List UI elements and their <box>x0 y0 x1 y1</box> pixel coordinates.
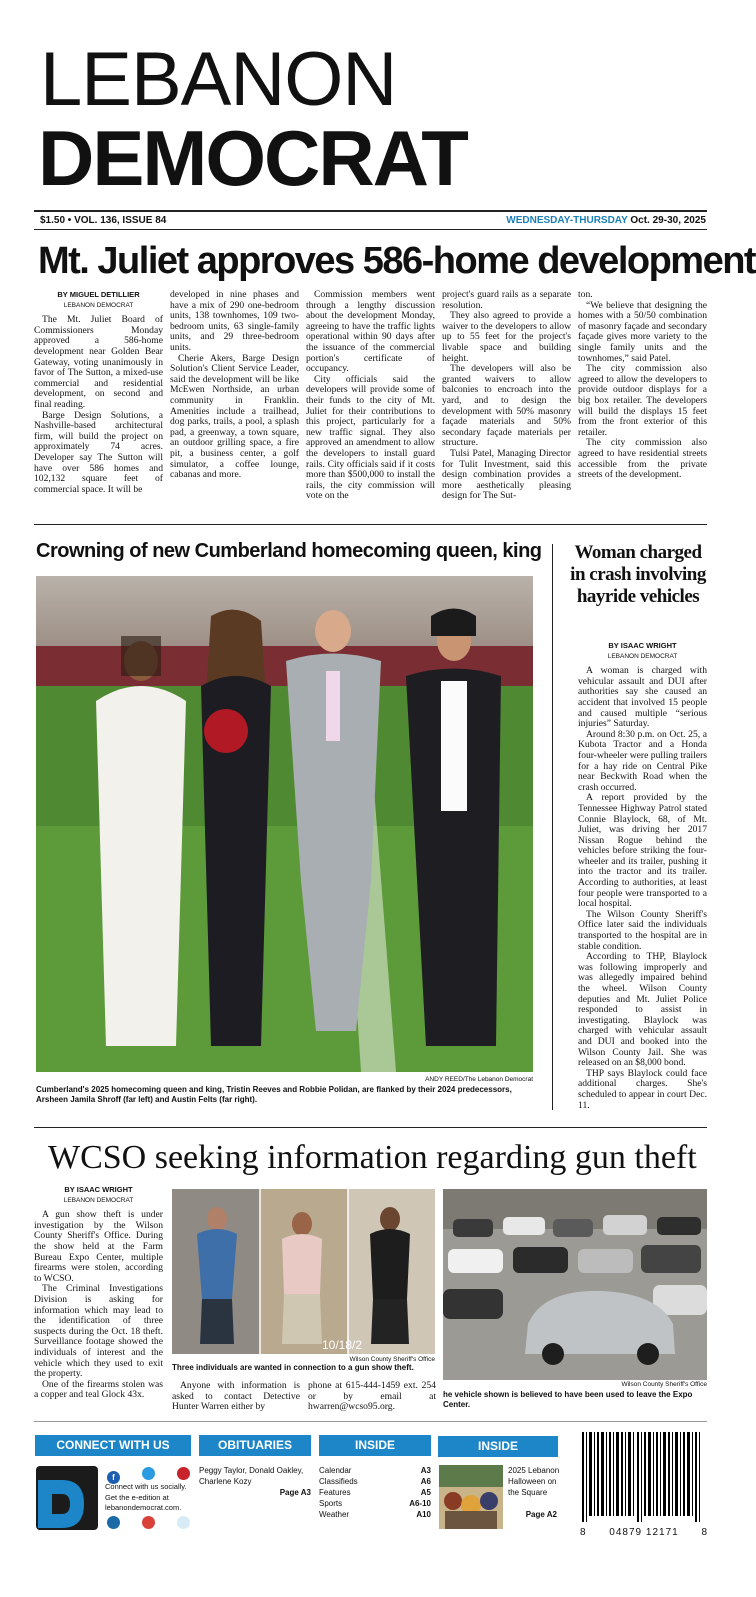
parking-photo-illustration <box>443 1189 707 1380</box>
parking-credit: Wilson County Sheriff's Office <box>621 1381 707 1388</box>
gun-contact-text: Anyone with information is asked to contact Detective Hunter Warren either by <box>172 1380 300 1413</box>
connect-text <box>105 1482 187 1514</box>
crash-paragraph: The Wilson County Sheriff's Office later said the individuals transported to the hospital are in stable condition. <box>578 908 707 952</box>
rule <box>34 524 707 525</box>
crash-paragraph: Around 8:30 p.m. on Oct. 25, a Kubota Tractor and a Honda four-wheeler were pulling trailers for a hay ride on Central Pike near Beckwith Road when the crash occurred. <box>578 728 708 793</box>
gun-org: LEBANON DEMOCRAT <box>63 1196 134 1204</box>
gun-contact-col1 <box>172 1381 300 1413</box>
linkedin-icon[interactable] <box>107 1516 120 1529</box>
parking-caption: he vehicle shown is believed to have been used to leave the Expo Center. <box>443 1390 693 1409</box>
obits-names: Peggy Taylor, Donald Oakley, Charlene Kozy <box>199 1466 304 1486</box>
lead-paragraph: Tulsi Patel, Managing Director for Tulit Investment, said this design combination provides a more aesthetically pleasing design for The Sut- <box>442 447 571 502</box>
d-logo-icon <box>36 1466 98 1530</box>
lead-col5 <box>578 290 707 481</box>
twitter-icon[interactable] <box>142 1467 155 1480</box>
issue-date-text: Oct. 29-30, 2025 <box>630 215 706 226</box>
lead-paragraph: Commission members went through a lengthy discussion about the development Monday, agreeing to have the traffic lights operational within 90 days after the issuance of the commercial portion's certificate of occupancy. <box>306 289 435 375</box>
lead-paragraph: Barge Design Solutions, a Nashville-based architectural firm, will build the project on approximately 74 acres. Developer say The Sutton will have over 586 homes and 102,132 square feet of commercial space. It will be <box>34 409 163 495</box>
lead-headline: Mt. Juliet approves 586-home development <box>38 240 756 282</box>
barcode-right: 8 <box>701 1527 708 1538</box>
crash-paragraph: THP says Blaylock could face additional charges. She's scheduled to appear in court Dec. 11. <box>578 1067 707 1111</box>
lead-paragraph: developed in nine phases and have a mix of 290 one-bedroom units, 138 townhomes, 109 two-bedroom units, 63 single-family units, and 29 three-bedroom units. <box>170 289 299 353</box>
suspects-photo-stamp: 10/18/2 <box>322 1338 363 1352</box>
rule <box>34 1127 707 1128</box>
inside2-title: INSIDE <box>438 1436 558 1457</box>
inside-list <box>319 1465 431 1520</box>
suspects-caption: Three individuals are wanted in connection to a gun show theft. <box>172 1363 414 1372</box>
rule <box>34 229 707 230</box>
google-plus-icon[interactable] <box>142 1516 155 1529</box>
crash-paragraph: A report provided by the Tennessee Highway Patrol stated Connie Blaylock, 68, of Mt. Juliet, was driving her 2017 Nissan Rogue behind the vehicles before striking the four-wheeler and its trailer, pushing it into the tractor and its trailer. According to authorities, at least four people were transported to a local hospital. <box>578 792 707 910</box>
inside-item: Sports A6-10 <box>319 1499 431 1508</box>
connect-title: CONNECT WITH US <box>35 1435 191 1456</box>
inside2-page: Page A2 <box>525 1510 557 1519</box>
pinterest-icon[interactable] <box>177 1467 190 1480</box>
connect-line: Connect with us socially. <box>105 1482 187 1491</box>
price-issue: $1.50 • VOL. 136, ISSUE 84 <box>40 215 167 226</box>
barcode-number: 04879 12171 <box>609 1527 679 1538</box>
homecoming-headline: Crowning of new Cumberland homecoming queen, king <box>36 540 542 562</box>
parking-photo <box>443 1189 707 1380</box>
gun-paragraph: One of the firearms stolen was a copper and teal Glock 43x. <box>34 1378 163 1401</box>
lead-paragraph: The developers will also be granted waivers to allow balconies to encroach into the yard, and to design the development with 50% masonry façade materials and 50% secondary façade materials per structure. <box>442 363 571 449</box>
connect-line: Get the e-edition at <box>105 1492 169 1502</box>
inside2-text: 2025 Lebanon Halloween on the Square <box>508 1466 560 1497</box>
halloween-thumb-illustration <box>439 1465 503 1529</box>
email-icon[interactable] <box>177 1516 190 1529</box>
gun-contact-text: phone at 615-444-1459 ext. 254 or by email at hwarren@wcso95.org. <box>308 1380 436 1413</box>
rule <box>34 1421 707 1422</box>
social-icons-bottom <box>107 1516 190 1534</box>
suspects-credit: Wilson County Sheriff's Office <box>349 1356 435 1363</box>
lead-paragraph: The Mt. Juliet Board of Commissioners Monday approved a 586-home development near Golden Bear Gateway, voting unanimously in favor of The Sutton, a mixed-use commercial and residential development, on second and final reading. <box>34 314 163 410</box>
issue-date <box>506 215 706 226</box>
gun-headline: WCSO seeking information regarding gun theft <box>48 1139 697 1176</box>
crash-headline: Woman charged in crash involving hayride vehicles <box>570 542 706 607</box>
lead-paragraph: The city commission also agreed to allow the developers to provide outdoor displays for a big box retailer. The developers will build the displays 15 feet from the front exterior of this retailer. <box>578 363 707 438</box>
gun-paragraph: A gun show theft is under investigation by the Wilson County Sheriff's Office. During the show held at the Farm Bureau Expo Center, multiple firearms were stolen, according to WCSO. <box>34 1209 163 1284</box>
democrat-logo <box>36 1466 98 1530</box>
obits-page: Page A3 <box>279 1488 311 1497</box>
lead-paragraph: City officials said the developers will provide some of their funds to the city of Mt. Juliet for their contributions to this project, particularly for a new traffic signal. They also approved an amendment to allow the developers to install guard rails. City officials said if it costs more than $500,000 to install the rails, the city commission will vote on the <box>306 373 435 502</box>
gun-byline: BY ISAAC WRIGHT <box>64 1185 133 1194</box>
lead-col1 <box>34 290 163 495</box>
issue-days: WEDNESDAY-THURSDAY <box>506 215 628 226</box>
obits-title: OBITUARIES <box>199 1435 311 1456</box>
crash-body <box>578 641 707 1111</box>
inside-title: INSIDE <box>319 1435 431 1456</box>
suspects-photo <box>172 1189 435 1354</box>
lead-paragraph: The city commission also agreed to have residential streets accessible from the private streets of the development. <box>578 437 707 481</box>
gun-paragraph: The Criminal Investigations Division is asking for information which may lead to the identification of three suspects during the Oct. 18 theft. Surveillance footage showed the individuals of interest and the vehicle which they used to exit the property. <box>34 1283 163 1380</box>
homecoming-caption: Cumberland's 2025 homecoming queen and king, Tristin Reeves and Robbie Polidan, are flanked by their 2024 predecessors, Arsheen Jamila Shroff (far left) and Austin Felts (far right). <box>36 1085 512 1104</box>
masthead-democrat: DEMOCRAT <box>38 114 467 202</box>
masthead-lebanon: LEBANON <box>40 37 397 122</box>
gun-contact-col2 <box>308 1381 436 1413</box>
column-divider <box>552 544 553 1110</box>
facebook-icon[interactable]: f <box>107 1471 120 1484</box>
inside-item: Calendar A3 <box>319 1466 431 1475</box>
lead-paragraph: “We believe that designing the homes with a 50/50 combination of masonry façade and secondary façade gives more variety to the single family units and the townhomes,” said Patel. <box>578 299 707 364</box>
inside-item: Weather A10 <box>319 1510 431 1519</box>
inside-item: Features A5 <box>319 1488 431 1497</box>
barcode-digits <box>580 1527 708 1538</box>
crash-paragraph: According to THP, Blaylock was following improperly and was allegedly impaired behind the wheel. Wilson County deputies and Mt. Juliet Police responded to assist in investigating. Blaylock was charged with vehicular assault and DUI and booked into the Wilson County Jail. She was released on an $8,000 bond. <box>578 951 707 1069</box>
homecoming-photo-illustration <box>36 576 533 1072</box>
barcode-left: 8 <box>580 1527 587 1538</box>
halloween-thumb <box>439 1465 503 1529</box>
crash-byline: BY ISAAC WRIGHT <box>608 641 677 650</box>
suspects-photo-illustration <box>172 1189 435 1354</box>
lead-paragraph: Cherie Akers, Barge Design Solution's Client Service Leader, said the development will be like McEwen Northside, an urban community in Franklin. Amenities include a trailhead, dog parks, trails, a pool, a splash pad, a greenway, a town square, an outdoor grilling space, a fire pit, a business center, a golf simulator, a coffee lounge, cabanas and more. <box>170 352 299 481</box>
homecoming-credit: ANDY REED/The Lebanon Democrat <box>425 1076 533 1083</box>
lead-col2 <box>170 290 299 481</box>
lead-col3 <box>306 290 435 502</box>
inside-item: Classifieds A6 <box>319 1477 431 1486</box>
connect-line: lebanondemocrat.com. <box>105 1503 182 1512</box>
rule <box>34 210 707 212</box>
lead-paragraph: They also agreed to provide a waiver to the developers to allow up to 55 feet for the project's livable space and building height. <box>442 310 571 364</box>
lead-paragraph: ton. <box>578 289 593 300</box>
crash-paragraph: A woman is charged with vehicular assault and DUI after authorities say she caused an accident that involved 15 people and caused multiple “serious injuries” Saturday. <box>578 665 707 730</box>
lead-byline: BY MIGUEL DETILLIER <box>57 290 140 299</box>
barcode <box>580 1432 708 1538</box>
lead-org: LEBANON DEMOCRAT <box>63 301 134 309</box>
lead-paragraph: project's guard rails as a separate resolution. <box>442 289 571 311</box>
gun-body <box>34 1185 163 1401</box>
crash-org: LEBANON DEMOCRAT <box>607 652 678 660</box>
lead-col4 <box>442 290 571 502</box>
barcode-icon <box>580 1432 708 1522</box>
homecoming-photo <box>36 576 533 1072</box>
